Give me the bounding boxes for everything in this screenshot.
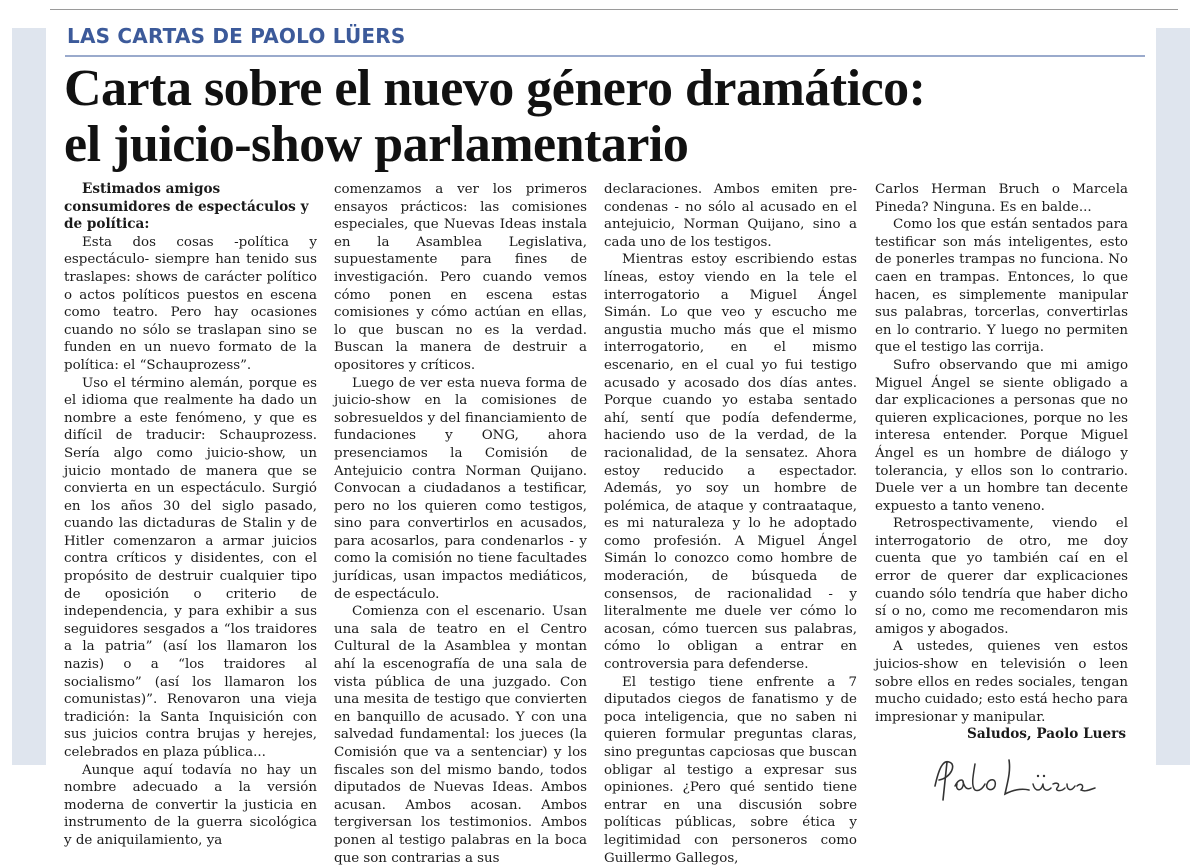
top-rule [50, 9, 1178, 10]
paragraph-3-part-1: Aunque aquí todavía no hay un nombre adecuado a la versión moderna de convertir la justicia en instrumento de la guerra sicológica y de aniquilamiento, ya [64, 762, 317, 848]
paragraph-9: Sufro observando que mi amigo Miguel Ángel se siente obligado a dar explicaciones a personas que no quieren explicaciones, porque no les interesa entender. Porque Miguel Ángel es un hombre de diálogo y tolerancia, y ellos son lo contrario. Duele ver a un hombre tan decente expuesto a tanto veneno. [875, 357, 1128, 514]
left-margin-band [12, 28, 46, 765]
paragraph-7-part-2: Carlos Herman Bruch o Marcela Pineda? Ninguna. Es en balde... [875, 182, 1128, 215]
paragraph-7-part-1: El testigo tiene enfrente a 7 diputados ciegos de fanatismo y de poca inteligencia, que no saben ni quieren formular preguntas claras, sino preguntas capciosas que buscan obligar al testigo a expresar sus opiniones. ¿Pero qué sentido tiene entrar en una discusión sobre políticas públicas, sobre ética y legitimidad con personeros como Guillermo Gallegos, [604, 674, 857, 866]
greeting: Estimados amigos consumidores de espectáculos y de política: [64, 181, 309, 233]
column-3 [604, 181, 857, 866]
paragraph-10: Retrospectivamente, viendo el interrogatorio de otro, me doy cuenta que yo también caí en el error de querer dar explicaciones cuando sólo tendría que haber dicho sí o no, como me recomendaron mis amigos y abogados. [875, 516, 1128, 637]
closing-salutation: Saludos, Paolo Luers [967, 726, 1126, 743]
paragraph-11: A ustedes, quienes ven estos juicios-show en televisión o leen sobre ellos en redes sociales, tengan mucho cuidado; esto está hecho para impresionar y manipular. [875, 639, 1128, 725]
section-label: LAS CARTAS DE PAOLO LÜERS [67, 24, 406, 48]
headline-line-2: el juicio-show parlamentario [64, 116, 689, 173]
paragraph-5-part-2: declaraciones. Ambos emiten pre-condenas - no sólo al acusado en el antejuicio, Norman Quijano, sino a cada uno de los testigos. [604, 182, 857, 250]
paragraph-3-part-2: comenzamos a ver los primeros ensayos prácticos: las comisiones especiales, que Nuevas Ideas instala en la Asamblea Legislativa, supuestamente para fines de investigación. Pero cuando vemos cómo ponen en escena estas comisiones y cómo actúan en ellas, lo que buscan no es la verdad. Buscan la manera de destruir a opositores y críticos. [334, 182, 587, 373]
column-4 [875, 181, 1128, 765]
column-2 [334, 181, 587, 866]
paragraph-6: Mientras estoy escribiendo estas líneas, estoy viendo en la tele el interrogatorio a Miguel Ángel Simán. Lo que veo y escucho me angustia mucho más que el mismo interrogatorio, en el mismo escenario, en el cual yo fui testigo acusado y acosado dos días antes. Porque cuando yo estaba sentado ahí, sentí que podía defenderme, haciendo uso de la verdad, de la racionalidad, de la sensatez. Ahora estoy reducido a espectador. Además, yo soy un hombre de polémica, de ataque y contraataque, es mi naturaleza y lo he adoptado como profesión. A Miguel Ángel Simán lo conozco como hombre de moderación, de búsqueda de consensos, de racionalidad - y literalmente me duele ver cómo lo acosan, cómo tuercen sus palabras, cómo lo obligan a entrar en controversia para defenderse. [604, 252, 857, 673]
headline-line-1: Carta sobre el nuevo género dramático: [64, 60, 926, 117]
handwritten-signature [925, 748, 1105, 808]
right-margin-band [1156, 28, 1190, 765]
paragraph-4: Luego de ver esta nueva forma de juicio-show en la comisiones de sobresueldos y del financiamiento de fundaciones y ONG, ahora presenciamos la Comisión de Antejuicio contra Norman Quijano. Convocan a ciudadanos a testificar, pero no los quieren como testigos, sino para convertirlos en acusados, para acosarlos, para condenarlos - y como la comisión no tiene facultades jurídicas, usan impactos mediáticos, de espectáculo. [334, 375, 587, 602]
headline [64, 61, 1154, 173]
section-rule [65, 55, 1145, 57]
paragraph-1: Esta dos cosas -política y espectáculo- siempre han tenido sus traslapes: shows de carácter político o actos políticos puestos en escena como teatro. Pero hay ocasiones cuando no sólo se traslapan sino se funden en un nuevo formato de la política: el “Schauprozess”. [64, 234, 317, 373]
column-1 [64, 181, 317, 848]
paragraph-8: Como los que están sentados para testificar son más inteligentes, esto de ponerles trampas no funciona. No caen en trampas. Entonces, lo que hacen, es simplemente manipular sus palabras, torcerlas, convertirlas en lo contrario. Y luego no permiten que el testigo las corrija. [875, 217, 1128, 356]
paragraph-5-part-1: Comienza con el escenario. Usan una sala de teatro en el Centro Cultural de la Asamblea y montan ahí la escenografía de una sala de vista pública de una juzgado. Con una mesita de testigo que convierten en banquillo de acusado. Y con una salvedad fundamental: los jueces (la Comisión que va a sentenciar) y los fiscales son del mismo bando, todos diputados de Nuevas Ideas. Ambos acusan. Ambos acosan. Ambos tergiversan los testimonios. Ambos ponen al testigo palabras en la boca que son contrarias a sus [334, 604, 587, 866]
paragraph-2: Uso el término alemán, porque es el idioma que realmente ha dado un nombre a este fenómeno, y que es difícil de traducir: Schauprozess. Sería algo como juicio-show, un juicio montado de manera que se convierta en un espectáculo. Surgió en los años 30 del siglo pasado, cuando las dictaduras de Stalin y de Hitler comenzaron a armar juicios contra críticos y disidentes, con el propósito de destruir cualquier tipo de oposición o criterio de independencia, y para exhibir a sus seguidores sesgados a “los traidores a la patria” (así los llamaron los nazis) o a “los traidores al socialismo” (así los llamaron los comunistas)”. Renovaron una vieja tradición: la Santa Inquisición con sus juicios contra brujas y herejes, celebrados en plaza pública... [64, 375, 317, 760]
